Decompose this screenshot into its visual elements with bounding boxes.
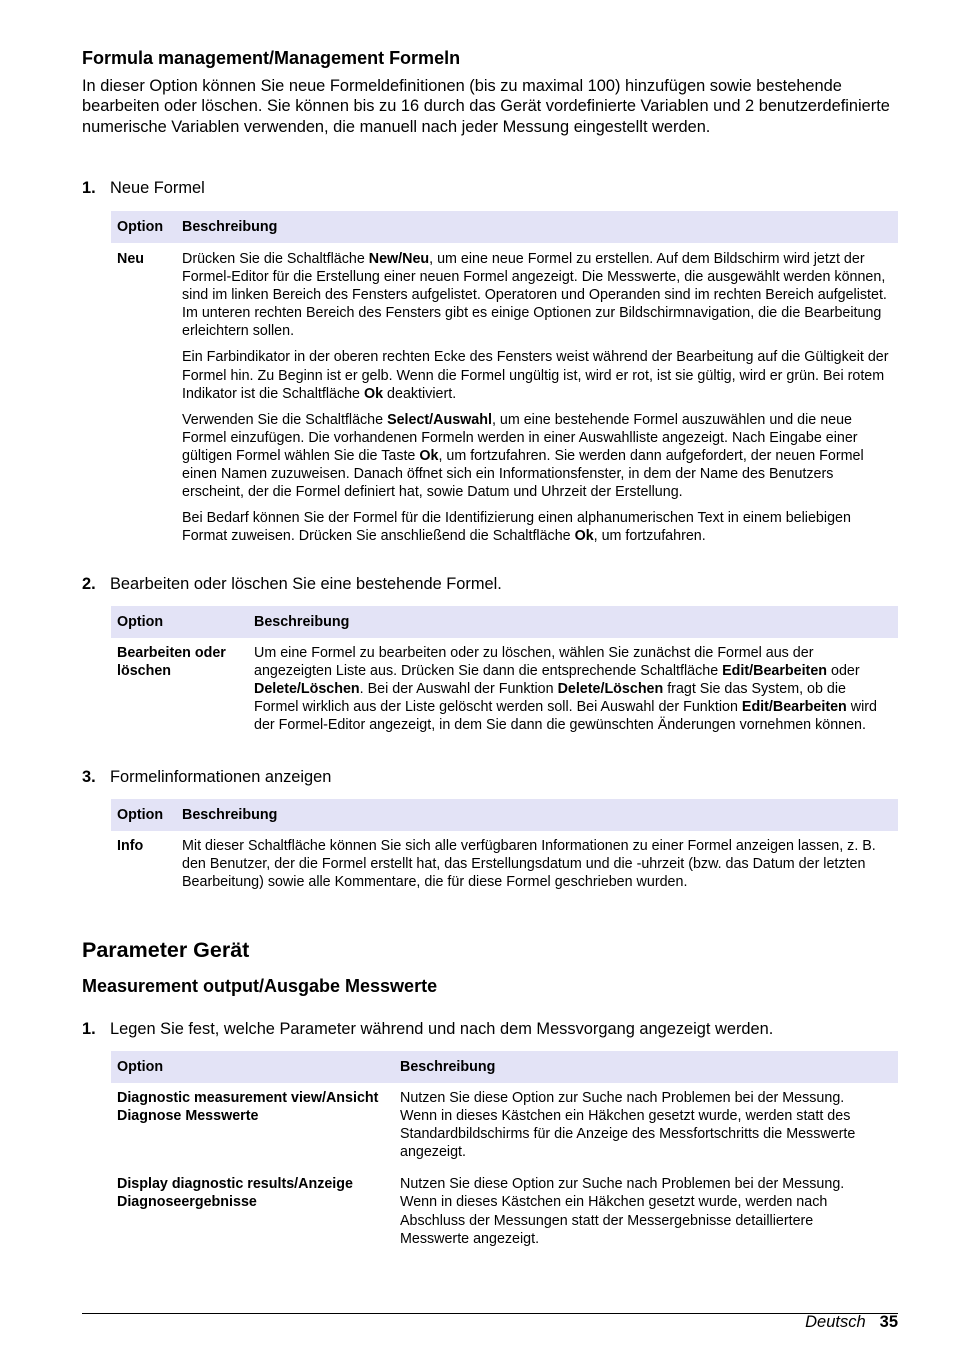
header-option: Option (111, 606, 248, 638)
option-table-edit-delete (111, 606, 898, 734)
description-paragraph: Mit dieser Schaltfläche können Sie sich alle verfügbaren Informationen zu einer Formel anzeigen lassen, z. B. den Benutzer, der die Formel erstellt hat, das Erstellungsdatum und die -uhrzeit (bzw. das Datum der letzten Bearbeitung) sowie alle Kommentare, die für diese Formel geschrieben wurden. (182, 838, 876, 891)
description-paragraph: Drücken Sie die Schaltfläche New/Neu, um eine neue Formel zu erstellen. Auf dem Bildschirm wird jetzt der Formel-Editor für die Erstellung einer neuen Formel angezeigt. Die Messwerte, die ausgewählt werden können, sind im linken Bereich des Fensters aufgelistet. Operatoren und Operanden sind im rechten Bereich aufgelistet. Im unteren rechten Bereich des Fensters gibt es einige Optionen zur Bildschirmnavigation, die die Bearbeitung erleichtern sollen. (182, 251, 887, 340)
table-header-row (111, 211, 898, 243)
step-1-parameters (82, 1019, 898, 1039)
header-option: Option (111, 1051, 394, 1083)
table-row (111, 1161, 898, 1247)
step-number: 1. (82, 1020, 96, 1038)
bold-term: Delete/Löschen (557, 681, 664, 698)
option-name: Display diagnostic results/Anzeige Diagnoseergebnisse (117, 1176, 353, 1211)
table-row (111, 243, 898, 545)
option-table-info (111, 799, 898, 891)
page-number: 35 (879, 1313, 898, 1331)
description-paragraph: Bei Bedarf können Sie der Formel für die Identifizierung einen alphanumerischen Text in einem beliebigen Format zuweisen. Drücken Sie anschließend die Schaltfläche Ok, um fortzufahren. (182, 510, 851, 545)
step-number: 2. (82, 575, 96, 593)
header-description: Beschreibung (248, 606, 898, 638)
bold-term: Edit/Bearbeiten (741, 699, 847, 716)
bold-term: Select/Auswahl (387, 411, 492, 428)
bold-term: Edit/Bearbeiten (722, 663, 828, 680)
table-row (111, 831, 898, 891)
header-description: Beschreibung (176, 211, 898, 243)
bold-term: Ok (364, 385, 384, 402)
step-number: 3. (82, 768, 96, 786)
description-paragraph: Ein Farbindikator in der oberen rechten Ecke des Fensters weist während der Bearbeitung auf die Gültigkeit der Formel hin. Zu Beginn ist er gelb. Wenn die Formel ungültig ist, wird er rot, ist sie gültig, wird er grün. Bei rotem Indikator ist die Schaltfläche Ok deaktiviert. (182, 349, 889, 402)
option-name: Info (117, 838, 144, 854)
table-header-row (111, 1051, 898, 1083)
step-text: Formelinformationen anzeigen (110, 768, 332, 786)
header-option: Option (111, 211, 176, 243)
section-heading-formula-management: Formula management/Management Formeln (82, 48, 461, 68)
step-number: 1. (82, 179, 96, 197)
bold-term: New/Neu (368, 251, 430, 267)
footer-divider (82, 1313, 898, 1314)
subsection-heading-measurement-output: Measurement output/Ausgabe Messwerte (82, 976, 438, 996)
option-name: Bearbeiten oder löschen (117, 645, 226, 680)
option-description: Nutzen Sie diese Option zur Suche nach Problemen bei der Messung. Wenn in dieses Kästchen ein Häkchen gesetzt wurde, werden statt des Standardbildschirms für die Anzeige des Messfortschritts die Messwerte angezeigt. (400, 1090, 856, 1161)
step-3 (82, 767, 898, 787)
header-option: Option (111, 799, 176, 831)
section-heading-parameter-geraet: Parameter Gerät (82, 938, 250, 962)
header-description: Beschreibung (394, 1051, 898, 1083)
footer-language: Deutsch (805, 1313, 866, 1331)
option-name: Diagnostic measurement view/Ansicht Diagnose Messwerte (117, 1090, 379, 1125)
option-description: Nutzen Sie diese Option zur Suche nach Problemen bei der Messung. Wenn in dieses Kästchen ein Häkchen gesetzt wurde, werden nach Abschluss der Messungen statt der Messergebnisse detailliertere Messwerte angezeigt. (400, 1176, 845, 1247)
table-header-row (111, 799, 898, 831)
table-row (111, 638, 898, 734)
option-table-measurement-output (111, 1051, 898, 1248)
step-text: Legen Sie fest, welche Parameter während und nach dem Messvorgang angezeigt werden. (110, 1020, 774, 1038)
option-description (176, 831, 898, 891)
description-paragraph: Um eine Formel zu bearbeiten oder zu löschen, wählen Sie zunächst die Formel aus der angezeigten Liste aus. Drücken Sie dann die entsprechende Schaltfläche Edit/Bearbeiten oder Delete/Löschen. Bei der Auswahl der Funktion Delete/Löschen fragt Sie das System, ob die Formel wirklich aus der Liste gelöscht werden soll. Bei Auswahl der Funktion Edit/Bearbeiten wird der Formel-Editor angezeigt, in dem Sie dann die gewünschten Änderungen vornehmen können. (254, 645, 877, 734)
table-row (111, 1083, 898, 1161)
table-header-row (111, 606, 898, 638)
option-name: Neu (117, 251, 145, 267)
step-text: Bearbeiten oder löschen Sie eine bestehende Formel. (110, 575, 502, 593)
option-description (248, 638, 898, 734)
bold-term: Ok (419, 447, 439, 464)
page-footer (805, 1312, 898, 1332)
bold-term: Ok (574, 528, 594, 545)
option-description (176, 243, 898, 545)
step-2 (82, 574, 898, 594)
option-table-new-formula (111, 211, 898, 545)
step-text: Neue Formel (110, 179, 205, 197)
description-paragraph: Verwenden Sie die Schaltfläche Select/Auswahl, um eine bestehende Formel auszuwählen und die neue Formel einzufügen. Die vorhandenen Formeln werden in einer Auswahlliste angezeigt. Nach Eingabe einer gültigen Formel wählen Sie die Taste Ok, um fortzufahren. Sie werden dann aufgefordert, der neuen Formel einen Namen zuzuweisen. Danach öffnet sich ein Informationsfenster, in dem der Name des Benutzers erscheint, der die Formel definiert hat, sowie Datum und Uhrzeit der Erstellung. (182, 411, 864, 501)
header-description: Beschreibung (176, 799, 898, 831)
intro-paragraph: In dieser Option können Sie neue Formeldefinitionen (bis zu maximal 100) hinzufügen sowie bestehende bearbeiten oder löschen. Sie können bis zu 16 durch das Gerät vordefinierte Variablen und 2 benutzerdefinierte numerische Variablen verwenden, die manuell nach jeder Messung eingestellt werden. (82, 77, 890, 136)
step-1 (82, 178, 898, 198)
bold-term: Delete/Löschen (254, 681, 360, 698)
